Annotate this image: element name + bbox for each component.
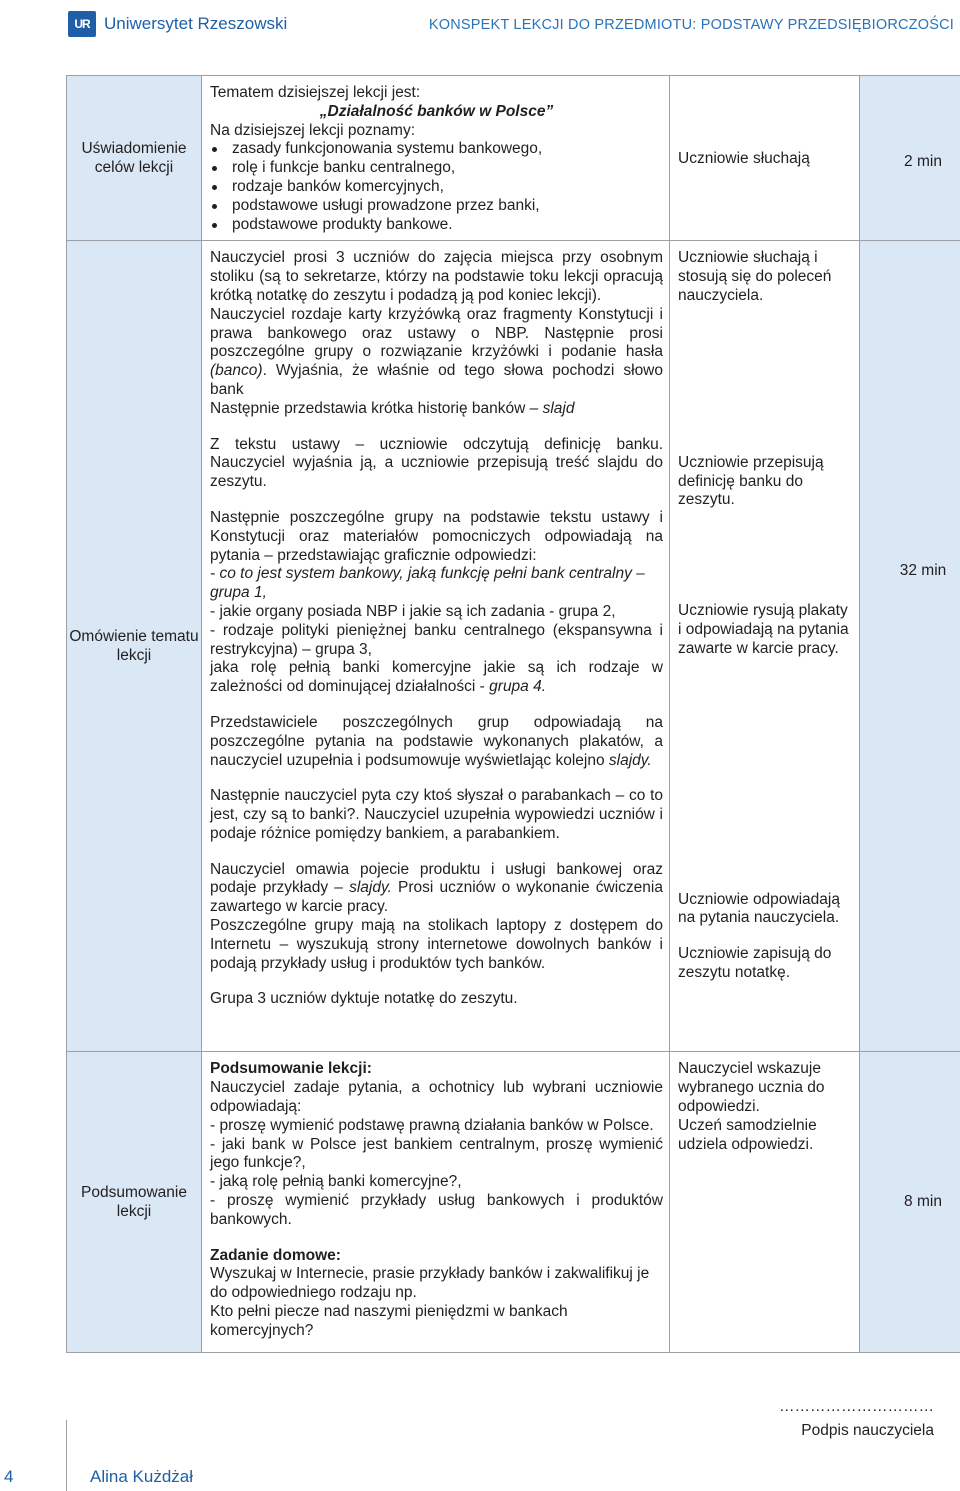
teacher-activity: Następnie nauczyciel pyta czy ktoś słyszał o parabankach – co to jest, czy są to banki?. Nauczyciel uzupełnia wypowiedzi uczniów i podaje różnice pomiędzy bankiem, a parabankiem. xyxy=(210,787,663,842)
teacher-activity: Nauczyciel rozdaje karty krzyżówką oraz fragmenty Konstytucji i prawa bankowego oraz ustawy o NBP. Następnie prosi poszczególne grupy o rozwiązanie krzyżówki i podanie hasła (banco). Wyjaśnia, że właśnie od tego słowa pochodzi słowo bank xyxy=(210,305,663,398)
objectives-list xyxy=(210,140,663,234)
page-number: 4 xyxy=(4,1467,14,1486)
table-row xyxy=(67,76,960,241)
time-label: 32 min xyxy=(899,562,947,580)
student-activity-cell xyxy=(670,241,860,1052)
time-cell xyxy=(860,241,960,1052)
page-header xyxy=(0,0,960,48)
teacher-activity: Nauczyciel prosi 3 uczniów do zajęcia miejsca przy osobnym stoliku (są to sekretarze, którzy na podstawie toku lekcji opracują krótką notatkę do zeszytu i podadzą ją pod koniec lekcji). xyxy=(210,249,663,304)
lesson-topic: „Działalność banków w Polsce” xyxy=(319,102,554,120)
teacher-activity: Poszczególne grupy mają na stolikach laptopy z dostępem do Internetu – wyszukują strony internetowe dowolnych banków i podają przykłady usług i produktów tych banków. xyxy=(210,917,663,972)
table-row xyxy=(67,1052,960,1353)
teacher-activity: Grupa 3 uczniów dyktuje notatkę do zeszytu. xyxy=(210,990,518,1008)
author-name: Alina Kużdżał xyxy=(90,1467,194,1486)
list-item: podstawowe produkty bankowe. xyxy=(210,216,663,235)
stage-label: Podsumowanie lekcji xyxy=(81,1184,187,1221)
teacher-activity: Następnie poszczególne grupy na podstawie tekstu ustawy i Konstytucji oraz materiałów pomocniczych odpowiadają na pytania – przedstawiając graficznie odpowiedzi: - co to jest system bankowy, jaką funkcję pełni bank centralny – grupa 1, - jakie organy posiada NBP i jakie są ich zadania - grupa 2, - rodzaje polityki pieniężnej banku centralnego (ekspansywna i restrykcyjna) – grupa 3, jaka rolę pełnią banki komercyjne jakie są ich rodzaje w zależności od dominującej działalności - grupa 4. xyxy=(210,508,663,696)
list-item: rodzaje banków komercyjnych, xyxy=(210,178,663,197)
university-logo: UR xyxy=(68,11,96,37)
signature-label: Podpis nauczyciela xyxy=(801,1422,934,1439)
course-title: KONSPEKT LEKCJI DO PRZEDMIOTU: PODSTAWY PRZEDSIĘBIORCZOŚCI xyxy=(428,17,954,33)
summary-line: Nauczyciel zadaje pytania, a ochotnicy lub wybrani uczniowie odpowiadają: xyxy=(210,1079,663,1115)
student-activity: Nauczyciel wskazuje wybranego ucznia do odpowiedzi. xyxy=(678,1060,825,1115)
topic-intro: Tematem dzisiejszej lekcji jest: xyxy=(210,84,421,101)
footer-divider xyxy=(66,1420,67,1491)
time-cell xyxy=(860,76,960,241)
university-name: Uniwersytet Rzeszowski xyxy=(104,14,288,33)
student-activity: Uczniowie przepisują definicję banku do zeszytu. xyxy=(678,453,824,509)
time-label: 2 min xyxy=(904,153,942,170)
learn-intro: Na dzisiejszej lekcji poznamy: xyxy=(210,121,416,139)
student-activity-cell xyxy=(670,1052,860,1353)
teacher-activity-cell xyxy=(202,1052,670,1353)
student-activity: Uczeń samodzielnie udziela odpowiedzi. xyxy=(678,1116,817,1153)
summary-heading: Podsumowanie lekcji: xyxy=(210,1060,372,1078)
time-label: 8 min xyxy=(904,1193,942,1211)
signature-dots: ………………………… xyxy=(779,1398,934,1415)
homework-line: Wyszukaj w Internecie, prasie przykłady banków i zakwalifikuj je do odpowiedniego rodzaju np. xyxy=(210,1265,650,1302)
list-item: zasady funkcjonowania systemu bankowego, xyxy=(210,140,663,159)
summary-line: - proszę wymienić przykłady usług bankowych i produktów bankowych. xyxy=(210,1191,663,1228)
stage-cell xyxy=(67,76,202,241)
teacher-activity: Nauczyciel omawia pojecie produktu i usługi bankowej oraz podaje przykłady – slajdy. Prosi uczniów o wykonanie ćwiczenia zawartego w karcie pracy. xyxy=(210,860,663,916)
table-row xyxy=(67,241,960,1052)
homework-heading: Zadanie domowe: xyxy=(210,1246,341,1264)
teacher-activity: Następnie przedstawia krótka historię banków – slajd xyxy=(210,399,575,417)
teacher-activity-cell xyxy=(202,76,670,241)
summary-line: - jaki bank w Polsce jest bankiem centralnym, proszę wymienić jego funkcje?, xyxy=(210,1135,663,1172)
stage-cell xyxy=(67,1052,202,1353)
stage-cell xyxy=(67,241,202,1052)
lesson-plan-table xyxy=(66,75,960,1353)
stage-label: Uświadomienie celów lekcji xyxy=(81,140,187,177)
stage-label: Omówienie tematu lekcji xyxy=(69,628,199,665)
student-activity: Uczniowie słuchają xyxy=(678,149,810,167)
student-activity-cell xyxy=(670,76,860,241)
time-cell xyxy=(860,1052,960,1353)
summary-line: - jaką rolę pełnią banki komercyjne?, xyxy=(210,1173,462,1191)
signature-block xyxy=(779,1395,934,1443)
homework-line: Kto pełni piecze nad naszymi pieniędzmi w bankach komercyjnych? xyxy=(210,1302,568,1339)
teacher-activity: Przedstawiciele poszczególnych grup odpowiadają na poszczególne pytania na podstawie wykonanych plakatów, a nauczyciel uzupełnia i podsumowuje wyświetlając kolejno slajdy. xyxy=(210,713,663,769)
list-item: podstawowe usługi prowadzone przez banki, xyxy=(210,197,663,216)
student-activity: Uczniowie zapisują do zeszytu notatkę. xyxy=(678,945,832,981)
summary-line: - proszę wymienić podstawę prawną działania banków w Polsce. xyxy=(210,1116,654,1134)
list-item: rolę i funkcje banku centralnego, xyxy=(210,159,663,178)
teacher-activity-cell xyxy=(202,241,670,1052)
student-activity: Uczniowie rysują plakaty i odpowiadają na pytania zawarte w karcie pracy. xyxy=(678,602,849,657)
student-activity: Uczniowie odpowiadają na pytania nauczyciela. xyxy=(678,890,840,927)
teacher-activity: Z tekstu ustawy – uczniowie odczytują definicję banku. Nauczyciel wyjaśnia ją, a uczniowie przepisują treść slajdu do zeszytu. xyxy=(210,435,663,491)
student-activity: Uczniowie słuchają i stosują się do poleceń nauczyciela. xyxy=(678,249,832,304)
